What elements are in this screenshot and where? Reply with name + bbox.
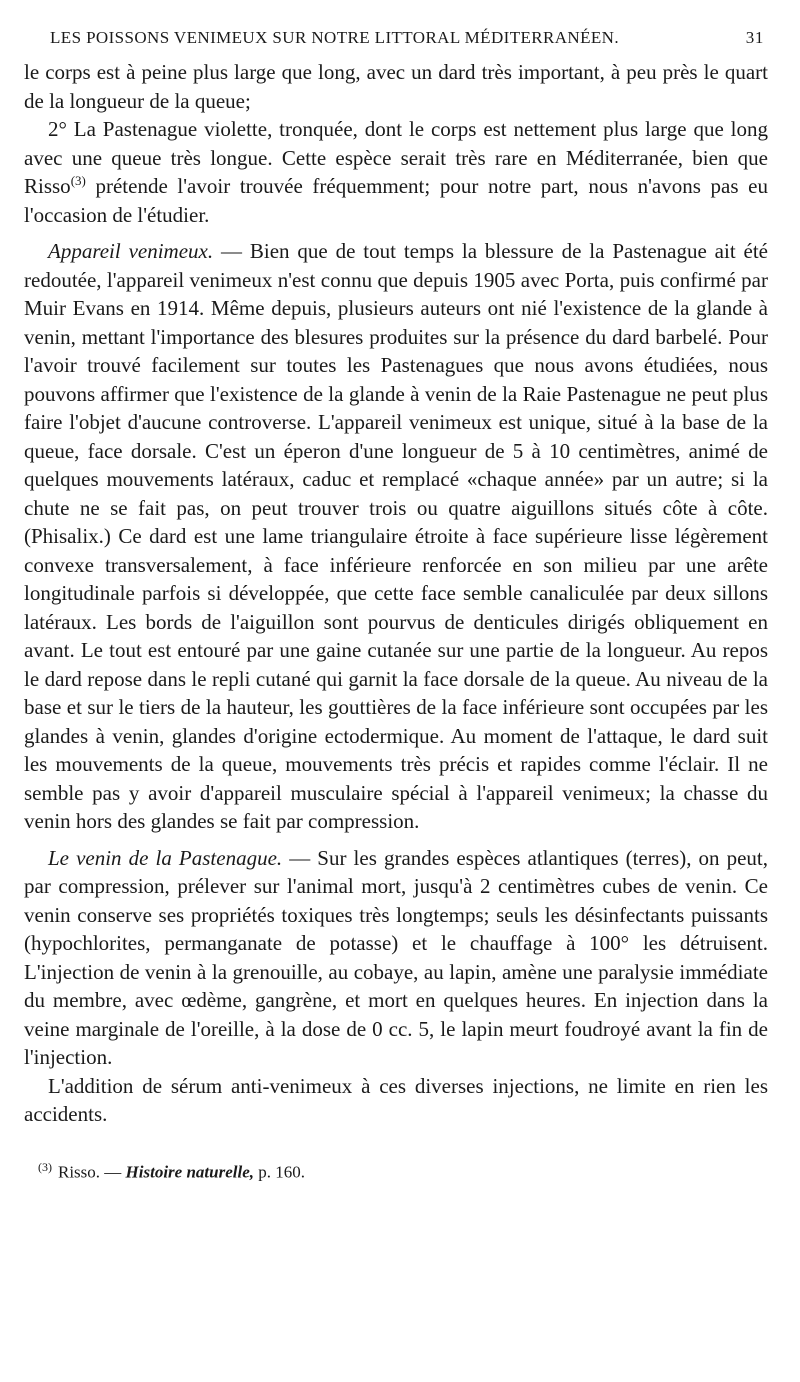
paragraph-venom — [24, 844, 768, 1072]
paragraph-venom-apparatus — [24, 237, 768, 836]
paragraph-text: — Sur les grandes espèces atlantiques (terres), on peut, par compression, prélever sur l'animal mort, jusqu'à 2 centimètres cubes de venin. Ce venin conserve ses propriétés toxiques très longtemps; seuls les désinfectants puissants (hypochlorites, permanganate de potasse) et le chauffage à 100° les détruisent. L'injection de venin à la grenouille, au cobaye, au lapin, amène une paralysie immédiate du membre, avec œdème, gangrène, et mort en quelques heures. En injection dans la veine marginale de l'oreille, à la dose de 0 cc. 5, le lapin meurt foudroyé avant la fin de l'injection. — [24, 845, 769, 1069]
paragraph-species-1-end — [24, 58, 768, 115]
section-lead-heading: Le venin de la Pastenague. — [48, 845, 283, 870]
footnote — [24, 1155, 768, 1185]
paragraph-text: prétende l'avoir trouvée fréquemment; pour notre part, nous n'avons pas eu l'occasion de l'étudier. — [24, 174, 768, 227]
paragraph-text: le corps est à peine plus large que long, avec un dard très important, à peu près le quart de la longueur de la queue; — [24, 60, 768, 113]
footnote-page: p. 160. — [254, 1162, 306, 1182]
paragraph-species-2 — [24, 115, 768, 229]
paragraph-text: — Bien que de tout temps la blessure de la Pastenague ait été redoutée, l'appareil venimeux n'est connu que depuis 1905 avec Porta, puis confirmé par Muir Evans en 1914. Même depuis, plusieurs auteurs ont nié l'existence de la glande à venin, mettant l'importance des blesures produites sur la présence du dard barbelé. Pour l'avoir trouvé facilement sur toutes les Pastenagues que nous avons étudiées, nous pouvons affirmer que l'existence de la glande à venin de la Raie Pastenague ne peut plus faire l'objet d'aucune controverse. L'appareil venimeux est unique, situé à la base de la queue, face dorsale. C'est un éperon d'une longueur de 5 à 10 centimètres, animé de quelques mouvements latéraux, caduc et remplacé «chaque année» par un autre; si la chute ne se fait pas, on peut trouver trois ou quatre aiguillons situés côte à côte. (Phisalix.) Ce dard est une lame triangulaire étroite à face supérieure lisse légèrement convexe transversalement, à face inférieure renforcée en son milieu par une arête longitudinale parfois si développée, que cette face semble canaliculée par deux sillons latéraux. Les bords de l'aiguillon sont pourvus de denticules dirigés obliquement en avant. Le tout est entouré par une gaine cutanée sur une partie de la longueur. Au repos le dard repose dans le repli cutané qui garnit la face dorsale de la queue. Au niveau de la base et sur le tiers de la hauteur, les gouttières de la face inférieure sont occupées par les glandes à venin, glandes d'origine ectodermique. Au moment de l'attaque, le dard suit les mouvements de la queue, mouvements très précis et rapides comme l'éclair. Il ne semble pas y avoir d'appareil musculaire spécial à l'appareil venimeux; la chasse du venin hors des glandes se fait par compression. — [24, 239, 769, 833]
footnote-mark: (3) — [38, 1159, 52, 1174]
running-title: LES POISSONS VENIMEUX SUR NOTRE LITTORAL MÉDITERRANÉEN. — [50, 28, 619, 47]
document-page — [24, 28, 768, 1184]
footnote-work-title: Histoire naturelle, — [125, 1162, 255, 1182]
paragraph-text: 2° La Pastenague violette, tronquée, dont le corps est nettement plus large que long avec une queue très longue. Cette espèce serait très rare en Méditerranée, bien que Risso — [24, 117, 768, 198]
footnote-separator: — — [100, 1162, 126, 1182]
running-header — [50, 28, 768, 48]
footnote-reference: (3) — [70, 173, 86, 188]
footnote-author: Risso. — [58, 1162, 101, 1182]
paragraph-serum — [24, 1072, 768, 1129]
paragraph-text: L'addition de sérum anti-venimeux à ces diverses injections, ne limite en rien les accidents. — [24, 1073, 768, 1126]
section-lead-heading: Appareil venimeux. — [48, 239, 214, 263]
page-number: 31 — [745, 28, 764, 47]
